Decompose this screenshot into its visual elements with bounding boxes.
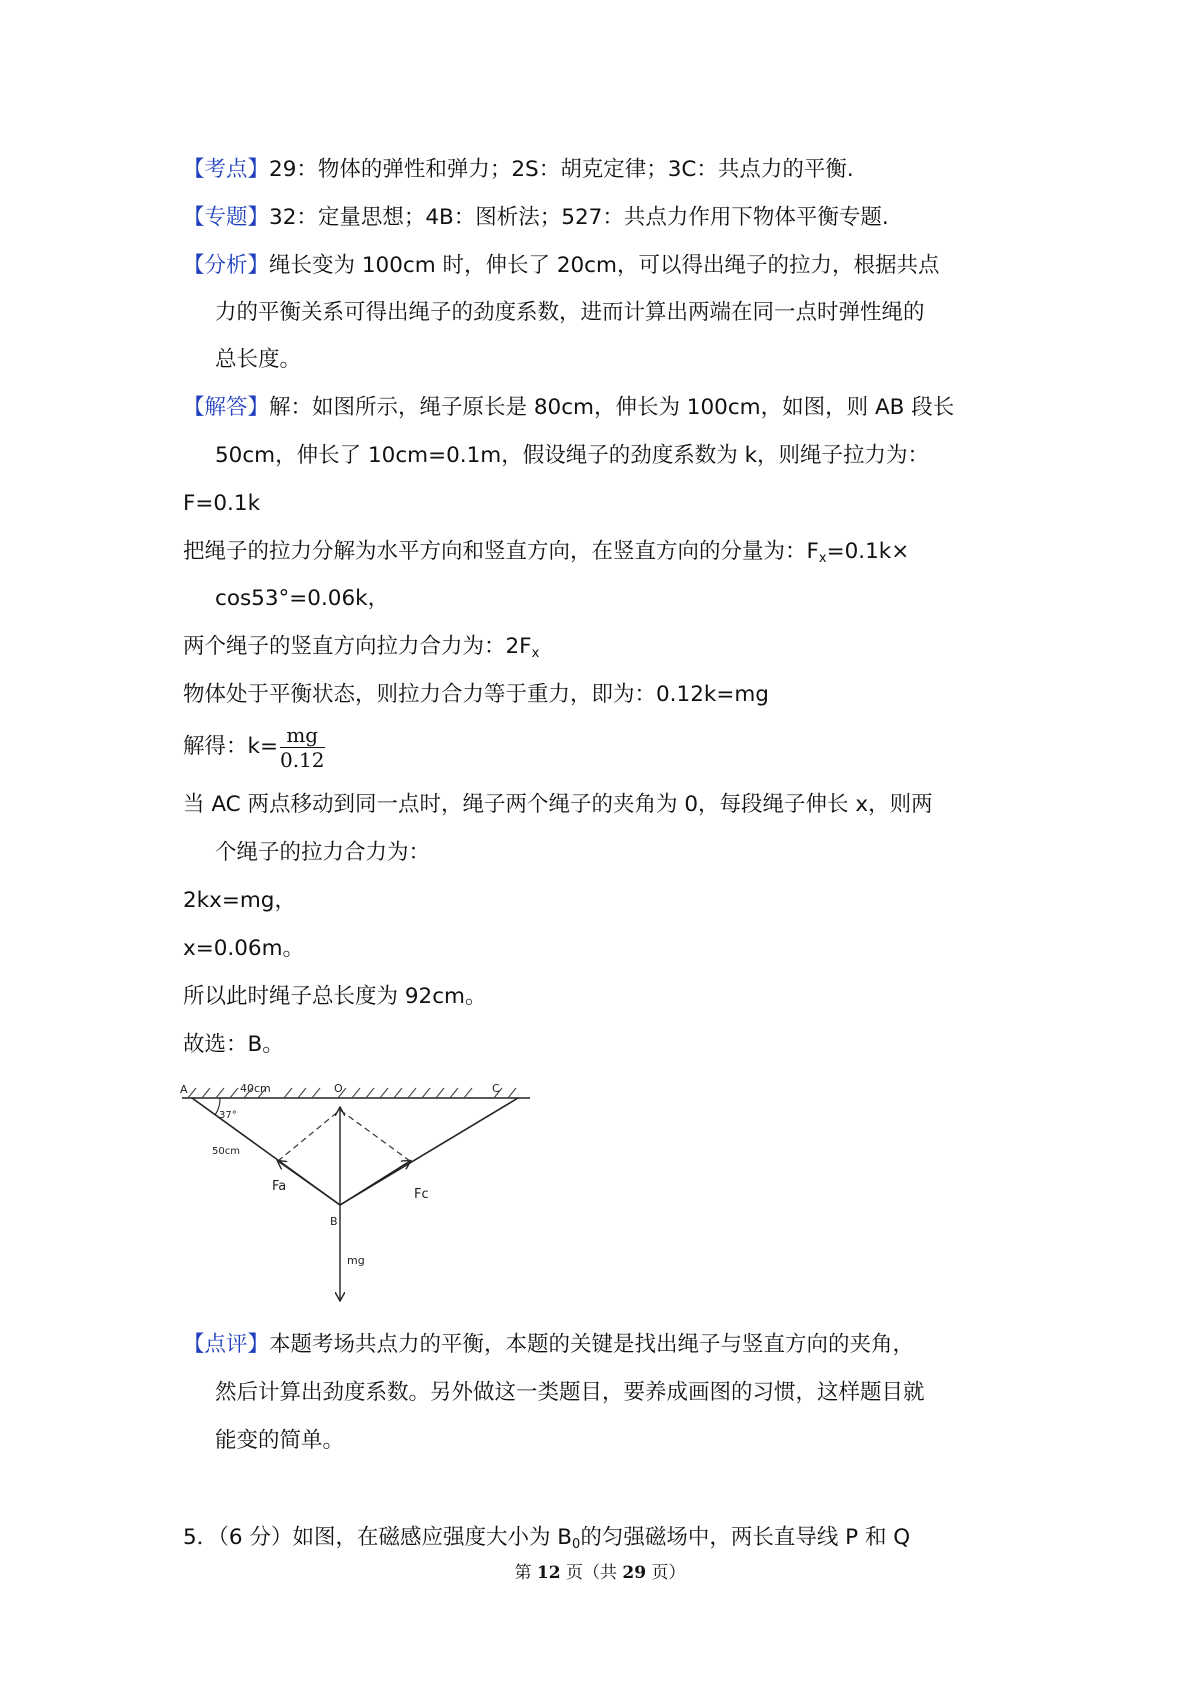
page-footer <box>0 1560 1200 1586</box>
footer-post: 页） <box>646 1563 686 1583</box>
fx-subscript: x <box>818 551 827 566</box>
solution-line-cos: cos53°=0.06k， <box>215 586 390 611</box>
solution-line-k <box>183 723 1043 771</box>
footer-total-pages: 29 <box>622 1563 647 1583</box>
dianping-tag: 【点评】 <box>183 1332 270 1357</box>
jieda-text-1: 解：如图所示，绳子原长是 80cm，伸长为 100cm，如图，则 AB 段长 <box>269 395 955 420</box>
footer-pre: 第 <box>514 1563 537 1583</box>
force-fc-arrow <box>340 1161 410 1205</box>
parallelogram-left <box>278 1110 340 1161</box>
fenxi-tag: 【分析】 <box>183 253 270 278</box>
solution-line-total: 所以此时绳子总长度为 92cm。 <box>183 984 487 1009</box>
kaodian-line <box>183 155 1043 185</box>
ceiling-hatch <box>188 1088 516 1098</box>
solution-line-equilibrium: 物体处于平衡状态，则拉力合力等于重力，即为：0.12k=mg <box>183 682 769 707</box>
decompose-text: 把绳子的拉力分解为水平方向和竖直方向，在竖直方向的分量为：F <box>183 539 819 564</box>
question-5-line <box>183 1523 1043 1560</box>
label-37: 37° <box>219 1110 237 1121</box>
decompose-text-end: =0.1k× <box>826 539 910 564</box>
k-fraction <box>280 724 325 771</box>
label-fa: Fa <box>272 1179 287 1194</box>
label-a: A <box>180 1083 188 1096</box>
question-5-text-end: 的匀强磁场中，两长直导线 P 和 Q <box>580 1525 911 1550</box>
dianping-line-3: 能变的简单。 <box>215 1428 345 1453</box>
k-prefix: 解得：k= <box>183 734 278 759</box>
label-mg: mg <box>347 1254 365 1267</box>
jieda-tag: 【解答】 <box>183 395 270 420</box>
solution-line-decompose <box>183 537 1043 574</box>
solution-line-ac-2: 个绳子的拉力合力为： <box>215 840 431 865</box>
label-fc: Fc <box>414 1187 429 1202</box>
b0-subscript: 0 <box>572 1537 581 1552</box>
fenxi-text-1: 绳长变为 100cm 时，伸长了 20cm，可以得出绳子的拉力，根据共点 <box>269 253 940 278</box>
dianping-line-1 <box>183 1330 1043 1360</box>
footer-mid: 页（共 <box>560 1563 623 1583</box>
dianping-text-1: 本题考场共点力的平衡，本题的关键是找出绳子与竖直方向的夹角， <box>269 1332 915 1357</box>
solution-line-2kx: 2kx=mg， <box>183 888 296 913</box>
label-40cm: 40cm <box>240 1082 271 1095</box>
k-denominator: 0.12 <box>279 747 325 772</box>
label-b: B <box>330 1215 338 1228</box>
fenxi-line-1 <box>183 251 1043 281</box>
question-5-text: 5．（6 分）如图，在磁感应强度大小为 B <box>183 1525 573 1550</box>
jieda-line-2: 50cm，伸长了 10cm=0.1m，假设绳子的劲度系数为 k，则绳子拉力为： <box>215 443 930 468</box>
zhuanti-text: 32：定量思想；4B：图析法；527：共点力作用下物体平衡专题. <box>269 205 889 230</box>
label-c: C <box>492 1082 500 1095</box>
label-o: O <box>334 1082 343 1095</box>
dianping-line-2: 然后计算出劲度系数。另外做这一类题目，要养成画图的习惯，这样题目就 <box>215 1380 925 1405</box>
solution-line-ac: 当 AC 两点移动到同一点时，绳子两个绳子的夹角为 0，每段绳子伸长 x，则两 <box>183 792 933 817</box>
solution-line-f: F=0.1k <box>183 491 261 516</box>
jieda-line-1 <box>183 393 1043 423</box>
solution-line-x: x=0.06m。 <box>183 936 305 961</box>
resultant-text: 两个绳子的竖直方向拉力合力为：2F <box>183 634 532 659</box>
force-fa-arrow <box>278 1161 340 1205</box>
force-diagram <box>180 1068 540 1308</box>
k-numerator: mg <box>280 724 325 748</box>
kaodian-tag: 【考点】 <box>183 157 270 182</box>
footer-page-number: 12 <box>536 1563 561 1583</box>
label-50cm: 50cm <box>212 1146 240 1157</box>
kaodian-text: 29：物体的弹性和弹力；2S：胡克定律；3C：共点力的平衡. <box>269 157 854 182</box>
solution-line-resultant <box>183 632 1043 669</box>
fenxi-line-3: 总长度。 <box>215 347 302 372</box>
zhuanti-tag: 【专题】 <box>183 205 270 230</box>
solution-line-answer: 故选：B。 <box>183 1032 284 1057</box>
fx-subscript-2: x <box>531 646 540 661</box>
zhuanti-line <box>183 203 1043 233</box>
fenxi-line-2: 力的平衡关系可得出绳子的劲度系数，进而计算出两端在同一点时弹性绳的 <box>215 300 925 325</box>
parallelogram-right <box>340 1110 410 1161</box>
